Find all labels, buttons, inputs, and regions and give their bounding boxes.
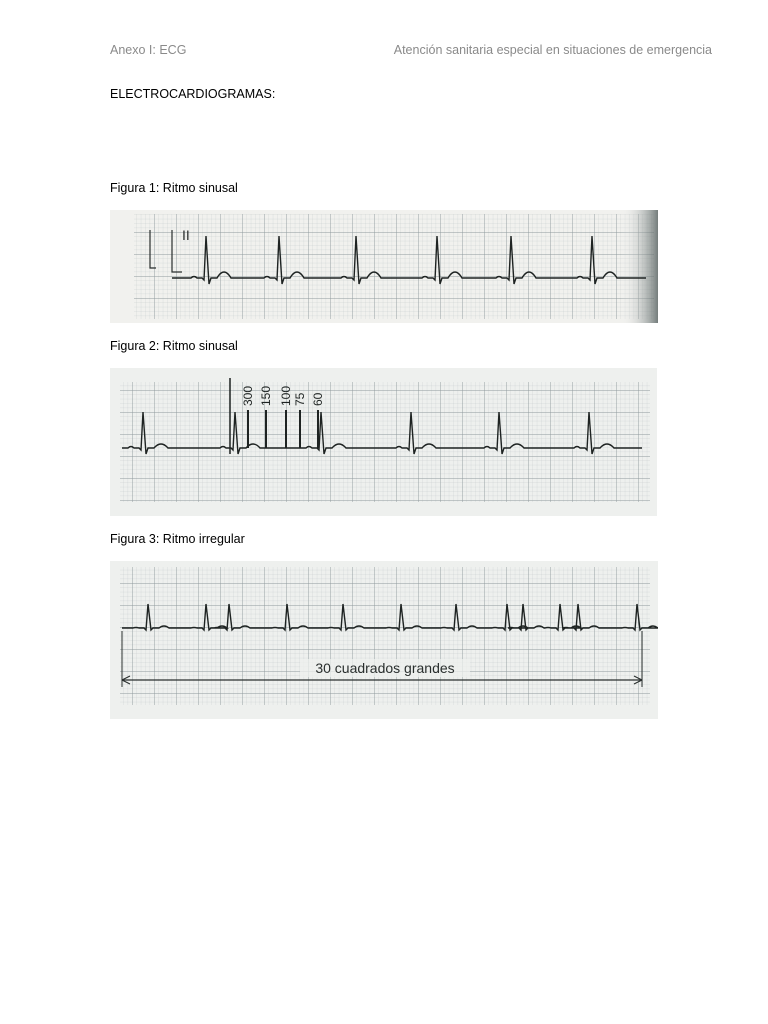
section-title: ELECTROCARDIOGRAMAS: [110, 87, 276, 101]
figure-2-ecg-strip [110, 368, 657, 516]
figure-3-ruler-label: 30 cuadrados grandes [315, 660, 455, 676]
figure-3-caption: Figura 3: Ritmo irregular [110, 532, 245, 546]
figure-1-caption: Figura 1: Ritmo sinusal [110, 181, 238, 195]
rate-marker-label: 60 [311, 392, 325, 406]
figure-3-ecg-strip [110, 561, 658, 719]
rate-marker-label: 100 [279, 385, 293, 406]
figure-1-ecg-strip [110, 210, 658, 323]
figure-1-lead-label: II [182, 227, 190, 243]
rate-marker-label: 300 [241, 385, 255, 406]
rate-marker-label: 75 [293, 392, 307, 406]
rate-marker-label: 150 [259, 385, 273, 406]
header-right: Atención sanitaria especial en situaciones de emergencia [393, 43, 712, 57]
figure-2-caption: Figura 2: Ritmo sinusal [110, 339, 238, 353]
header-left: Anexo I: ECG [110, 43, 187, 57]
